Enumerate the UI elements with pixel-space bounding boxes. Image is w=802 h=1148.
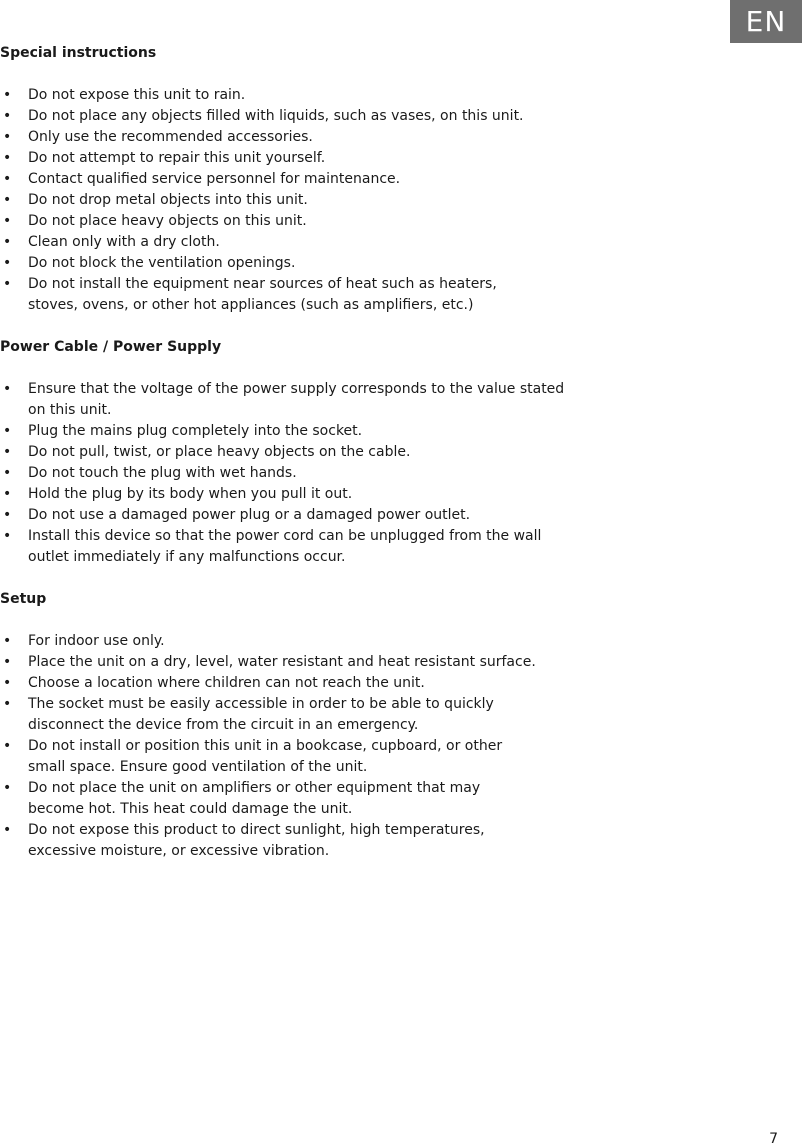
section-title-power-cable: Power Cable / Power Supply (0, 339, 222, 355)
setup-list (0, 631, 600, 862)
list-item: • Do not touch the plug with wet hands. (0, 463, 568, 484)
special-instructions-list (0, 85, 600, 316)
page-number: 7 (769, 1131, 778, 1147)
list-item: • Clean only with a dry cloth. (0, 232, 568, 253)
language-tab: EN (730, 0, 802, 43)
list-item: • Do not install the equipment near sources of heat such as heaters, stoves, ovens, or other hot appliances (such as amplifiers, etc.) (0, 274, 528, 316)
section-title-special-instructions: Special instructions (0, 45, 157, 61)
list-item: • Do not block the ventilation openings. (0, 253, 568, 274)
list-item: • Plug the mains plug completely into the socket. (0, 421, 568, 442)
list-item: • Do not place heavy objects on this unit. (0, 211, 568, 232)
list-item: • Hold the plug by its body when you pull it out. (0, 484, 568, 505)
list-item: • Do not install or position this unit in a bookcase, cupboard, or other small space. Ensure good ventilation of the unit. (0, 736, 543, 778)
list-item: • Do not expose this unit to rain. (0, 85, 568, 106)
list-item: • For indoor use only. (0, 631, 568, 652)
power-cable-list (0, 379, 600, 568)
list-item: • Do not place any objects filled with liquids, such as vases, on this unit. (0, 106, 568, 127)
list-item: • Only use the recommended accessories. (0, 127, 568, 148)
list-item: • Place the unit on a dry, level, water resistant and heat resistant surface. (0, 652, 588, 673)
list-item: • The socket must be easily accessible in order to be able to quickly disconnect the device from the circuit in an emergency. (0, 694, 528, 736)
section-title-setup: Setup (0, 591, 47, 607)
list-item: • Do not pull, twist, or place heavy objects on the cable. (0, 442, 568, 463)
list-item: • Do not attempt to repair this unit yourself. (0, 148, 568, 169)
list-item: • Ensure that the voltage of the power supply corresponds to the value stated on this unit. (0, 379, 568, 421)
list-item: • Do not drop metal objects into this unit. (0, 190, 568, 211)
list-item: • Contact qualified service personnel for maintenance. (0, 169, 568, 190)
list-item: • Do not use a damaged power plug or a damaged power outlet. (0, 505, 568, 526)
document-body (0, 43, 600, 883)
list-item: • Choose a location where children can not reach the unit. (0, 673, 568, 694)
list-item: • Do not place the unit on amplifiers or other equipment that may become hot. This heat could damage the unit. (0, 778, 518, 820)
list-item: • Install this device so that the power cord can be unplugged from the wall outlet immediately if any malfunctions occur. (0, 526, 548, 568)
list-item: • Do not expose this product to direct sunlight, high temperatures, excessive moisture, or excessive vibration. (0, 820, 523, 862)
